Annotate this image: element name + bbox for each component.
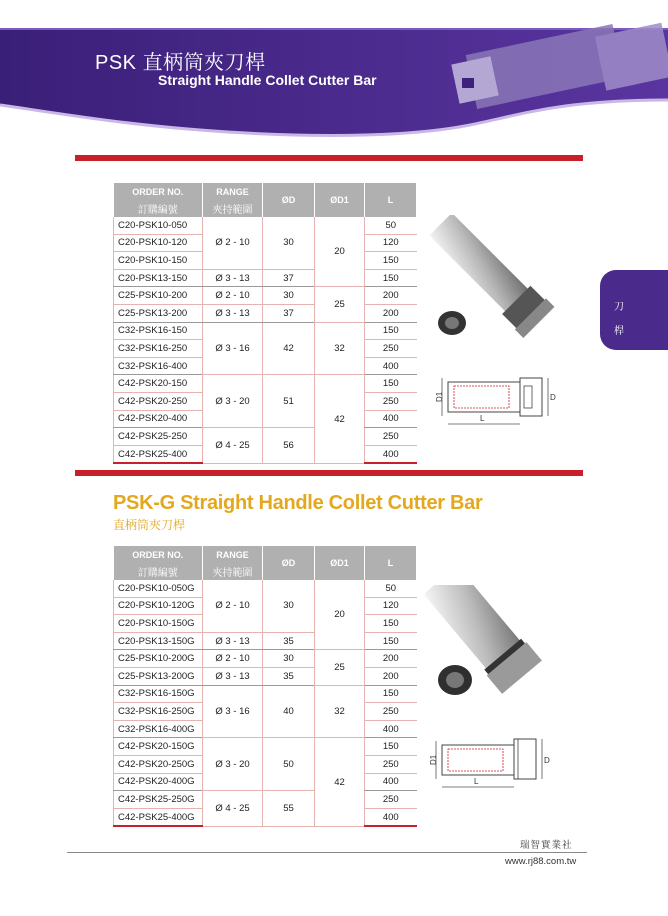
header-banner bbox=[0, 0, 668, 150]
table-row bbox=[114, 269, 417, 287]
col-order-zh: 訂購編號 bbox=[114, 200, 203, 217]
col-order-en: ORDER NO. bbox=[114, 546, 203, 563]
order-no: C42-PSK20-400G bbox=[114, 773, 203, 791]
l-value: 200 bbox=[365, 650, 417, 668]
col-order-en: ORDER NO. bbox=[114, 183, 203, 200]
side-tab[interactable] bbox=[600, 270, 668, 350]
col-order-zh: 訂購編號 bbox=[114, 563, 203, 580]
d-value: 30 bbox=[263, 650, 315, 668]
technical-drawing-psk-g bbox=[428, 733, 558, 795]
d1-value: 32 bbox=[315, 322, 365, 375]
d-value: 37 bbox=[263, 304, 315, 322]
order-no: C32-PSK16-250G bbox=[114, 703, 203, 721]
order-no: C32-PSK16-150 bbox=[114, 322, 203, 340]
table-row bbox=[114, 738, 417, 756]
l-value: 250 bbox=[365, 392, 417, 410]
section2-divider bbox=[75, 470, 583, 476]
product-photo-psk bbox=[430, 215, 565, 340]
range: Ø 4 - 25 bbox=[203, 428, 263, 464]
order-no: C42-PSK20-150G bbox=[114, 738, 203, 756]
l-value: 250 bbox=[365, 703, 417, 721]
d-value: 40 bbox=[263, 685, 315, 738]
order-no: C20-PSK10-050G bbox=[114, 580, 203, 597]
table-row bbox=[114, 217, 417, 234]
l-value: 200 bbox=[365, 304, 417, 322]
d-value: 55 bbox=[263, 791, 315, 827]
range: Ø 2 - 10 bbox=[203, 580, 263, 632]
col-l: L bbox=[365, 546, 417, 580]
table-row bbox=[114, 667, 417, 685]
range: Ø 3 - 16 bbox=[203, 322, 263, 375]
order-no: C42-PSK20-150 bbox=[114, 375, 203, 393]
l-value: 400 bbox=[365, 410, 417, 428]
company-name: 瑞智實業社 bbox=[520, 840, 573, 851]
l-value: 150 bbox=[365, 632, 417, 650]
l-value: 250 bbox=[365, 755, 417, 773]
drawing-l-label: L bbox=[474, 777, 479, 786]
order-no: C42-PSK25-250 bbox=[114, 428, 203, 446]
section2-subtitle: 直柄筒夾刀桿 bbox=[113, 518, 186, 532]
order-no: C20-PSK10-050 bbox=[114, 217, 203, 234]
d1-value: 32 bbox=[315, 685, 365, 738]
table-row bbox=[114, 685, 417, 703]
l-value: 50 bbox=[365, 580, 417, 597]
d-value: 50 bbox=[263, 738, 315, 791]
order-no: C20-PSK13-150G bbox=[114, 632, 203, 650]
order-no: C32-PSK16-150G bbox=[114, 685, 203, 703]
order-no: C42-PSK20-250 bbox=[114, 392, 203, 410]
l-value: 200 bbox=[365, 287, 417, 305]
table-row bbox=[114, 375, 417, 393]
d1-value: 42 bbox=[315, 738, 365, 826]
range: Ø 3 - 13 bbox=[203, 269, 263, 287]
d1-value: 25 bbox=[315, 650, 365, 685]
drawing-d-label: D bbox=[544, 756, 550, 765]
range: Ø 2 - 10 bbox=[203, 650, 263, 668]
d-value: 42 bbox=[263, 322, 315, 375]
order-no: C32-PSK16-400 bbox=[114, 357, 203, 375]
drawing-d1-label: D1 bbox=[435, 391, 444, 402]
side-tab-line2: 桿 bbox=[614, 326, 624, 337]
l-value: 400 bbox=[365, 773, 417, 791]
l-value: 50 bbox=[365, 217, 417, 234]
order-no: C42-PSK25-250G bbox=[114, 791, 203, 809]
col-d1: ØD1 bbox=[315, 183, 365, 217]
section1-divider bbox=[75, 155, 583, 161]
d-value: 30 bbox=[263, 287, 315, 305]
order-no: C25-PSK13-200 bbox=[114, 304, 203, 322]
l-value: 250 bbox=[365, 791, 417, 809]
page-title: PSK 直柄筒夾刀桿 bbox=[95, 52, 266, 74]
range: Ø 3 - 16 bbox=[203, 685, 263, 738]
l-value: 150 bbox=[365, 252, 417, 270]
drawing-l-label: L bbox=[480, 414, 485, 423]
range: Ø 3 - 13 bbox=[203, 632, 263, 650]
d-value: 35 bbox=[263, 667, 315, 685]
col-l: L bbox=[365, 183, 417, 217]
section1-table bbox=[113, 183, 417, 464]
d-value: 37 bbox=[263, 269, 315, 287]
l-value: 150 bbox=[365, 269, 417, 287]
d-value: 30 bbox=[263, 217, 315, 269]
d1-value: 20 bbox=[315, 580, 365, 650]
table-row bbox=[114, 322, 417, 340]
website-url[interactable]: www.rj88.com.tw bbox=[505, 856, 577, 867]
d-value: 30 bbox=[263, 580, 315, 632]
drawing-d-label: D bbox=[550, 393, 556, 402]
l-value: 400 bbox=[365, 445, 417, 463]
side-tab-line1: 刀 bbox=[614, 302, 624, 313]
range: Ø 3 - 20 bbox=[203, 375, 263, 428]
order-no: C20-PSK10-150 bbox=[114, 252, 203, 270]
col-range-en: RANGE bbox=[203, 183, 263, 200]
l-value: 200 bbox=[365, 667, 417, 685]
l-value: 150 bbox=[365, 685, 417, 703]
range: Ø 2 - 10 bbox=[203, 217, 263, 269]
d-value: 51 bbox=[263, 375, 315, 428]
order-no: C42-PSK25-400 bbox=[114, 445, 203, 463]
range: Ø 3 - 13 bbox=[203, 304, 263, 322]
range: Ø 3 - 20 bbox=[203, 738, 263, 791]
order-no: C20-PSK10-150G bbox=[114, 615, 203, 633]
range: Ø 4 - 25 bbox=[203, 791, 263, 827]
order-no: C32-PSK16-250 bbox=[114, 340, 203, 358]
table-row bbox=[114, 304, 417, 322]
order-no: C20-PSK10-120 bbox=[114, 234, 203, 252]
l-value: 400 bbox=[365, 808, 417, 826]
table-row bbox=[114, 287, 417, 305]
drawing-d1-label: D1 bbox=[429, 754, 438, 765]
col-d: ØD bbox=[263, 546, 315, 580]
l-value: 250 bbox=[365, 428, 417, 446]
l-value: 150 bbox=[365, 322, 417, 340]
d1-value: 20 bbox=[315, 217, 365, 287]
order-no: C25-PSK13-200G bbox=[114, 667, 203, 685]
table-row bbox=[114, 580, 417, 597]
d1-value: 25 bbox=[315, 287, 365, 322]
order-no: C42-PSK25-400G bbox=[114, 808, 203, 826]
d1-value: 42 bbox=[315, 375, 365, 463]
table-row bbox=[114, 650, 417, 668]
table-row bbox=[114, 791, 417, 809]
col-d1: ØD1 bbox=[315, 546, 365, 580]
col-range-zh: 夾持範圍 bbox=[203, 200, 263, 217]
d-value: 56 bbox=[263, 428, 315, 464]
d-value: 35 bbox=[263, 632, 315, 650]
l-value: 120 bbox=[365, 597, 417, 615]
technical-drawing-psk bbox=[434, 368, 564, 433]
page-subtitle: Straight Handle Collet Cutter Bar bbox=[158, 72, 377, 88]
section2-table bbox=[113, 546, 417, 827]
col-range-zh: 夾持範圍 bbox=[203, 563, 263, 580]
range: Ø 3 - 13 bbox=[203, 667, 263, 685]
order-no: C32-PSK16-400G bbox=[114, 720, 203, 738]
order-no: C42-PSK20-250G bbox=[114, 755, 203, 773]
col-range-en: RANGE bbox=[203, 546, 263, 563]
order-no: C25-PSK10-200G bbox=[114, 650, 203, 668]
order-no: C20-PSK13-150 bbox=[114, 269, 203, 287]
col-d: ØD bbox=[263, 183, 315, 217]
l-value: 150 bbox=[365, 375, 417, 393]
l-value: 250 bbox=[365, 340, 417, 358]
product-photo-psk-g bbox=[425, 585, 555, 705]
l-value: 150 bbox=[365, 738, 417, 756]
order-no: C20-PSK10-120G bbox=[114, 597, 203, 615]
order-no: C42-PSK20-400 bbox=[114, 410, 203, 428]
footer-divider bbox=[67, 852, 587, 853]
table-row bbox=[114, 428, 417, 446]
l-value: 400 bbox=[365, 720, 417, 738]
table-row bbox=[114, 632, 417, 650]
order-no: C25-PSK10-200 bbox=[114, 287, 203, 305]
l-value: 400 bbox=[365, 357, 417, 375]
range: Ø 2 - 10 bbox=[203, 287, 263, 305]
l-value: 150 bbox=[365, 615, 417, 633]
l-value: 120 bbox=[365, 234, 417, 252]
section2-title: PSK-G Straight Handle Collet Cutter Bar bbox=[113, 492, 483, 514]
